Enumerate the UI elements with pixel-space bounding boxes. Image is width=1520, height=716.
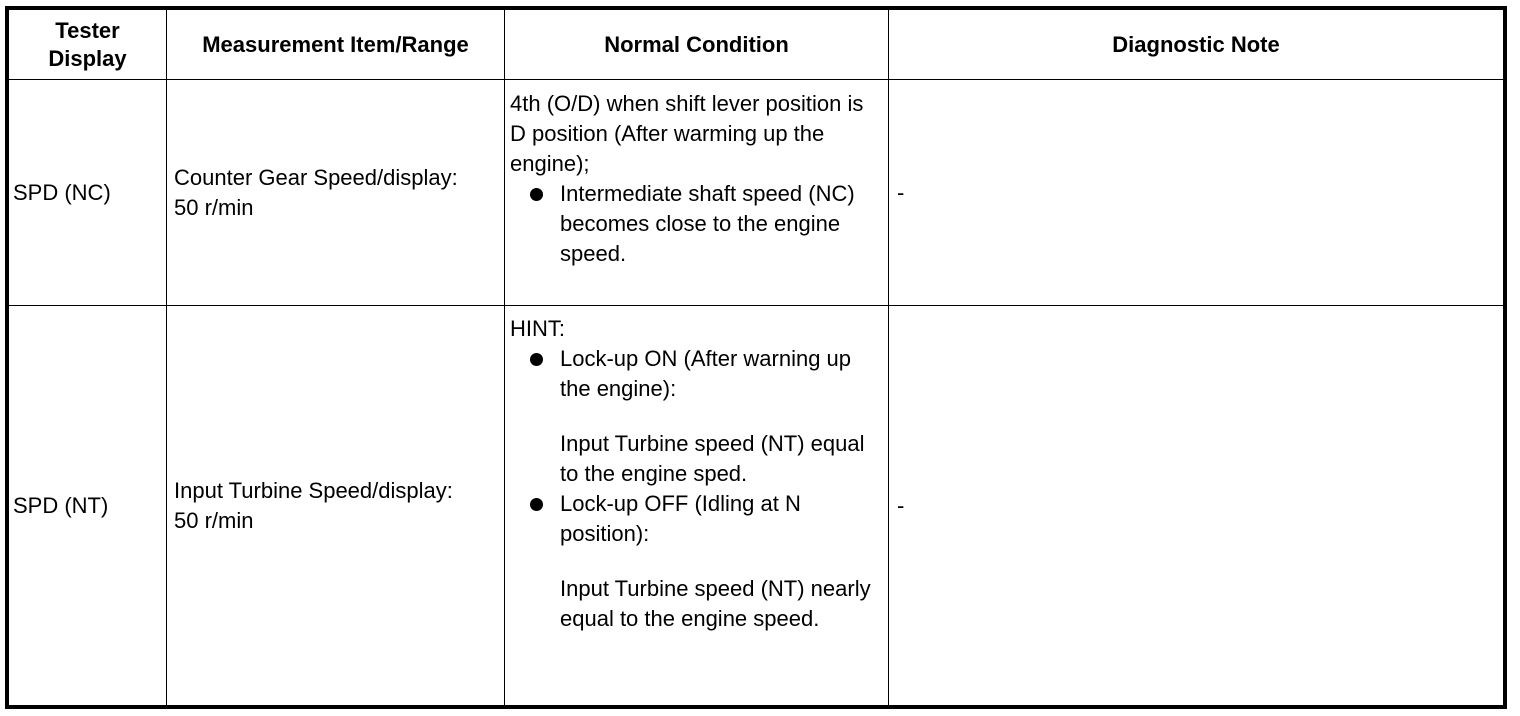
header-row — [9, 10, 1504, 80]
normal-condition-cell — [505, 80, 889, 306]
measurement-item-cell — [167, 80, 505, 306]
measurement-item-cell — [167, 306, 505, 706]
condition-bullet-item — [510, 179, 880, 269]
condition-bullet-list — [510, 344, 880, 634]
measurement-range-line2: 50 r/min — [174, 507, 254, 533]
condition-intro: HINT: — [510, 316, 565, 341]
header-diagnostic-note: Diagnostic Note — [889, 10, 1504, 80]
bullet-dot-icon — [530, 498, 543, 511]
normal-condition-cell — [505, 306, 889, 706]
data-list-table — [8, 9, 1504, 706]
condition-intro: 4th (O/D) when shift lever position is D position (After warming up the engine); — [510, 91, 864, 176]
measurement-item-line1: Counter Gear Speed/display: — [174, 164, 458, 190]
header-tester-line1: Tester — [55, 17, 120, 43]
header-tester-display — [9, 10, 167, 80]
condition-bullet-text: Lock-up ON (After warning up the engine): — [560, 346, 852, 401]
condition-bullet-text: Lock-up OFF (Idling at N position): — [560, 491, 801, 546]
measurement-range-line2: 50 r/min — [174, 194, 254, 220]
table-row — [9, 306, 1504, 706]
condition-bullet-list — [510, 179, 880, 269]
header-tester-line2: Display — [48, 45, 127, 71]
data-list-table-container — [5, 6, 1507, 709]
diagnostic-note-cell: - — [889, 80, 1504, 306]
bullet-dot-icon — [530, 353, 543, 366]
bullet-dot-icon — [530, 188, 543, 201]
condition-bullet-text: Intermediate shaft speed (NC) becomes close to the engine speed. — [560, 181, 855, 266]
table-row — [9, 80, 1504, 306]
condition-bullet-subtext: Input Turbine speed (NT) nearly equal to the engine speed. — [560, 576, 871, 631]
tester-display-cell: SPD (NC) — [9, 80, 167, 306]
header-normal-condition: Normal Condition — [505, 10, 889, 80]
measurement-item-line1: Input Turbine Speed/display: — [174, 477, 453, 503]
condition-bullet-subtext: Input Turbine speed (NT) equal to the engine sped. — [560, 431, 865, 486]
tester-display-cell: SPD (NT) — [9, 306, 167, 706]
condition-bullet-item — [510, 344, 880, 489]
condition-bullet-item — [510, 489, 880, 634]
header-measurement-item: Measurement Item/Range — [167, 10, 505, 80]
diagnostic-note-cell: - — [889, 306, 1504, 706]
